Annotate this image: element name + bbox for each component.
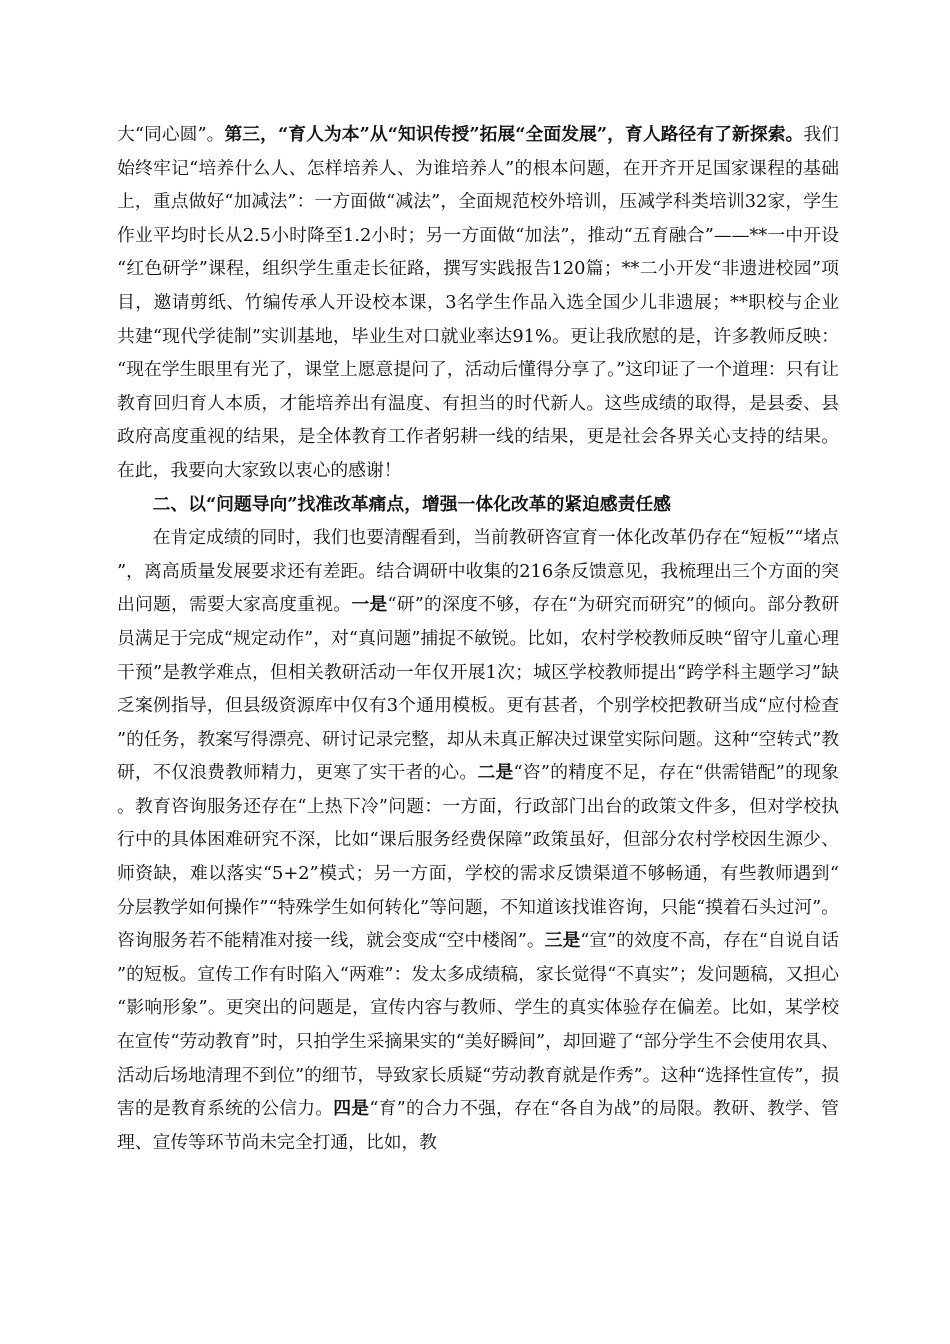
text-run: “育”的合力不强，存在“各自为战”的局限。教研、教学、管理、宣传等环节尚未完全打通，比如，教 xyxy=(117,1098,839,1153)
bold-run: 二是 xyxy=(477,762,514,784)
text-run: “研”的深度不够，存在“为研究而研究”的倾向。部分教研员满足于完成“规定动作”，对“真问题”捕捉不敏锐。比如，农村学校教师反映“留守儿童心理干预”是教学难点，但相关教研活动一年仅开展1次；城区学校教师提出“跨学科主题学习”缺乏案例指导，但县级资源库中仅有3个通用模板。更有甚者，个别学校把教研当成“应付检查”的任务，教案写得漂亮、研讨记录完整，却从未真正解决过课堂实际问题。这种“空转式”教研，不仅浪费教师精力，更寒了实干者的心。 xyxy=(117,594,839,784)
document-page xyxy=(117,118,839,1159)
bold-run: 四是 xyxy=(333,1098,370,1120)
text-run: “宣”的效度不高，存在“自说自话”的短板。宣传工作有时陷入“两难”：发太多成绩稿，家长觉得“不真实”；发问题稿，又担心“影响形象”。更突出的问题是，宣传内容与教师、学生的真实体验存在偏差。比如，某学校在宣传“劳动教育”时，只拍学生采摘果实的“美好瞬间”，却回避了“部分学生不会使用农具、活动后场地清理不到位”的细节，导致家长质疑“劳动教育就是作秀”。这种“选择性宣传”，损害的是教育系统的公信力。 xyxy=(117,930,839,1120)
text-run: “咨”的精度不足，存在“供需错配”的现象。教育咨询服务还存在“上热下冷”问题：一方面，行政部门出台的政策文件多，但对学校执行中的具体困难研究不深，比如“课后服务经费保障”政策虽好，但部分农村学校因生源少、师资缺，难以落实“5+2”模式；另一方面，学校的需求反馈渠道不够畅通，有些教师遇到“分层教学如何操作”“特殊学生如何转化”等问题，不知道该找谁咨询，只能“摸着石头过河”。咨询服务若不能精准对接一线，就会变成“空中楼阁”。 xyxy=(117,762,839,952)
bold-run: 第三，“育人为本”从“知识传授”拓展“全面发展”，育人路径有了新探索。 xyxy=(224,124,804,145)
section-heading-2: 二、以“问题导向”找准改革痛点，增强一体化改革的紧迫感责任感 xyxy=(152,493,671,515)
text-run: 我们始终牢记“培养什么人、怎样培养人、为谁培养人”的根本问题，在开齐开足国家课程的基础上，重点做好“加减法”：一方面做“减法”，全面规范校外培训，压减学科类培训32家，学生作业平均时长从2.5小时降至1.2小时；另一方面做“加法”，推动“五育融合”——**一中开设“红色研学”课程，组织学生重走长征路，撰写实践报告120篇；**二小开发“非遗进校园”项目，邀请剪纸、竹编传承人开设校本课，3名学生作品入选全国少儿非遗展；**职校与企业共建“现代学徒制”实训基地，毕业生对口就业率达91%。更让我欣慰的是，许多教师反映：“现在学生眼里有光了，课堂上愿意提问了，活动后懂得分享了。”这印证了一个道理：只有让教育回归育人本质，才能培养出有温度、有担当的时代新人。这些成绩的取得，是县委、县政府高度重视的结果，是全体教育工作者躬耕一线的结果，更是社会各界关心支持的结果。在此，我要向大家致以衷心的感谢！ xyxy=(117,124,839,481)
body-paragraph-2 xyxy=(117,521,839,1159)
bold-run: 三是 xyxy=(544,930,581,952)
bold-run: 一是 xyxy=(351,594,388,616)
text-run: 大“同心圆”。 xyxy=(117,124,225,145)
body-paragraph-1 xyxy=(117,118,839,488)
text-run: 在肯定成绩的同时，我们也要清醒看到，当前教研咨宣育一体化改革仍存在“短板”“堵点”，离高质量发展要求还有差距。结合调研中收集的216条反馈意见，我梳理出三个方面的突出问题，需要大家高度重视。 xyxy=(117,527,839,616)
